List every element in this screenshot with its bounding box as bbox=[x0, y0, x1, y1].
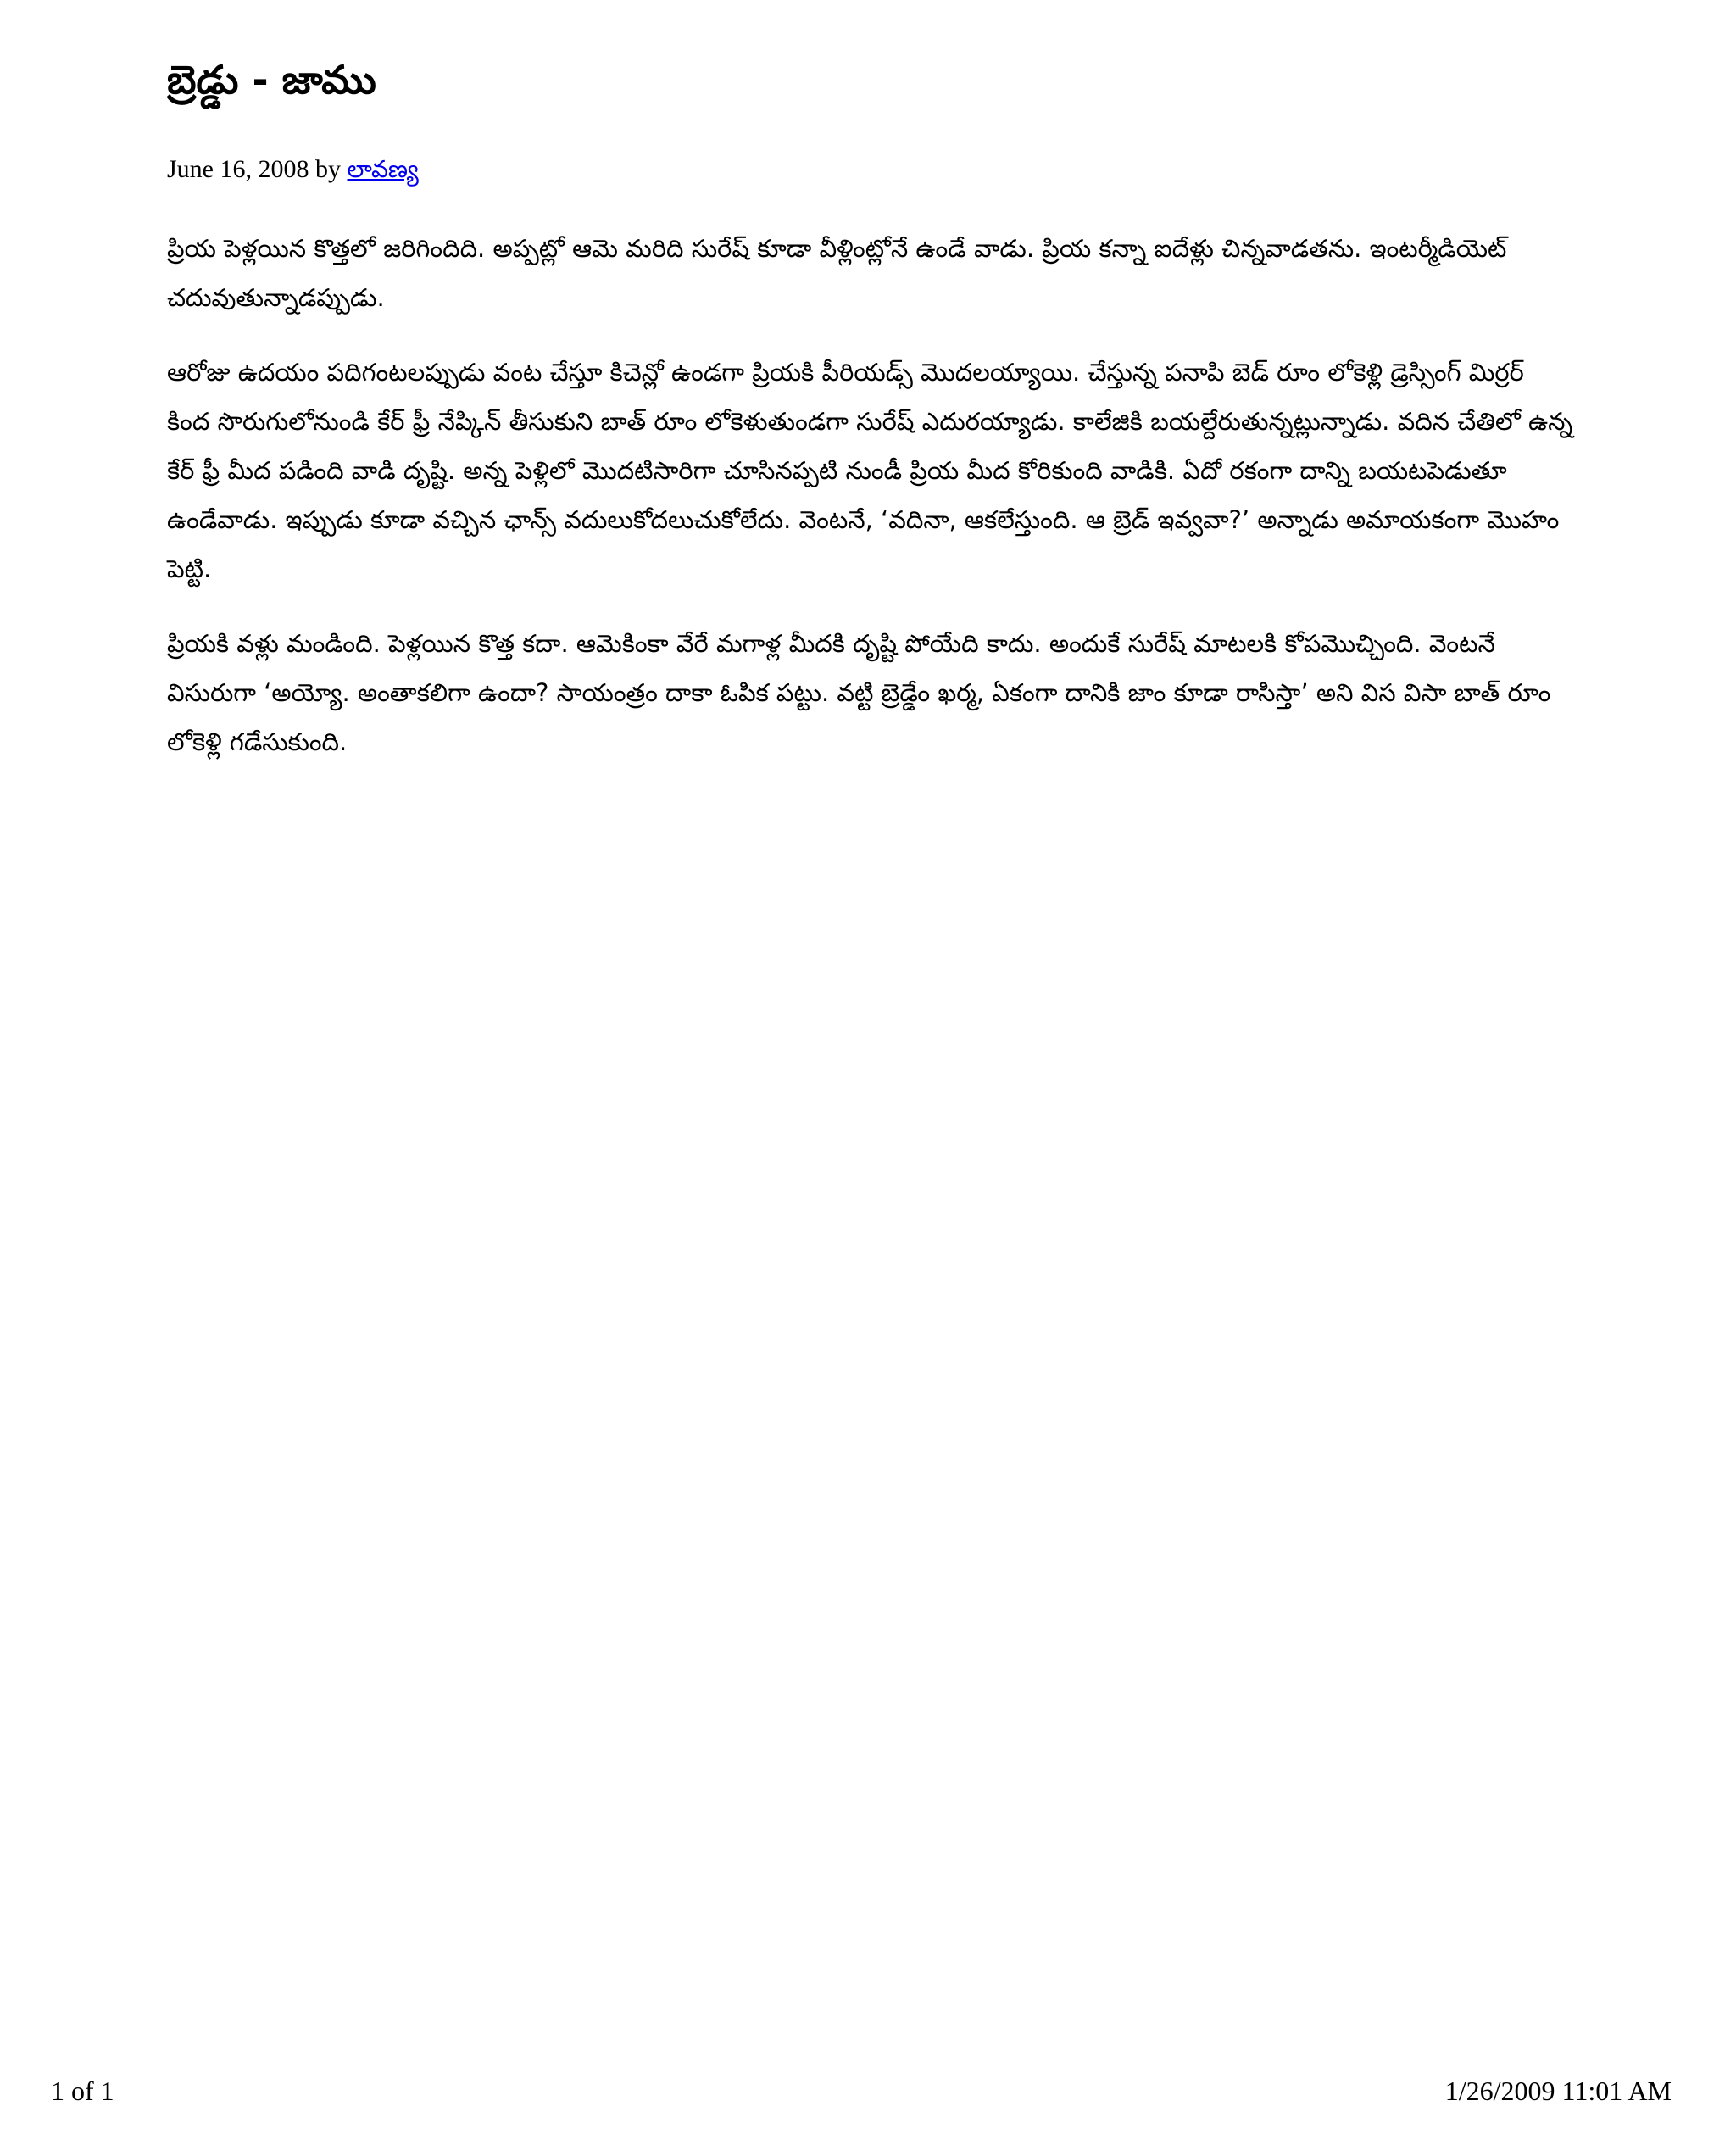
paragraph-3: ప్రియకి వళ్లు మండింది. పెళ్లయిన కొత్త కదా. ఆమెకింకా వేరే మగాళ్ల మీదకి దృష్టి పోయేది కాదు. అందుకే సురేష్ మాటలకి కోపమొచ్చింది. వెంటనే విసురుగా ‘అయ్యో. అంతాకలిగా ఉందా? సాయంత్రం దాకా ఓపిక పట్టు. వట్టి బ్రెడ్డేం ఖర్మ, ఏకంగా దానికి జాం కూడా రాసిస్తా’ అని విస విసా బాత్ రూం లోకెళ్లి గడేసుకుంది. bbox=[167, 629, 1551, 756]
paragraph-2: ఆరోజు ఉదయం పదిగంటలప్పుడు వంట చేస్తూ కిచెన్లో ఉండగా ప్రియకి పీరియడ్స్ మొదలయ్యాయి. చేస్తున్న పనాపి బెడ్ రూం లోకెళ్లి డ్రెస్సింగ్ మిర్రర్ కింద సొరుగులోనుండి కేర్ ఫ్రీ నేప్కిన్ తీసుకుని బాత్ రూం లోకెళుతుండగా సురేష్ ఎదురయ్యాడు. కాలేజికి బయల్దేరుతున్నట్లున్నాడు. వదిన చేతిలో ఉన్న కేర్ ఫ్రీ మీద పడింది వాడి దృష్టి. అన్న పెళ్లిలో మొదటిసారిగా చూసినప్పటి నుండీ ప్రియ మీద కోరికుంది వాడికి. ఏదో రకంగా దాన్ని బయటపెడుతూ ఉండేవాడు. ఇప్పుడు కూడా వచ్చిన ఛాన్స్ వదులుకోదలుచుకోలేదు. వెంటనే, ‘వదినా, ఆకలేస్తుంది. ఆ బ్రెడ్ ఇవ్వవా?’ అన్నాడు అమాయకంగా మొహం పెట్టి. bbox=[167, 358, 1573, 583]
byline-by: by bbox=[315, 155, 341, 183]
print-timestamp: 1/26/2009 11:01 AM bbox=[1444, 2075, 1672, 2106]
article bbox=[167, 51, 1574, 766]
article-title: బ్రెడ్డు - జాము bbox=[167, 57, 376, 103]
paragraph-1: ప్రియ పెళ్లయిన కొత్తలో జరిగిందిది. అప్పట్లో ఆమె మరిది సురేష్ కూడా వీళ్లింట్లోనే ఉండే వాడు. ప్రియ కన్నా ఐదేళ్లు చిన్నవాడతను. ఇంటర్మీడియెట్ చదువుతున్నాడప్పుడు. bbox=[167, 234, 1507, 312]
byline bbox=[167, 153, 1574, 187]
author-link[interactable]: లావణ్య bbox=[347, 155, 419, 183]
page-number: 1 of 1 bbox=[51, 2075, 114, 2106]
post-date: June 16, 2008 bbox=[167, 155, 309, 183]
